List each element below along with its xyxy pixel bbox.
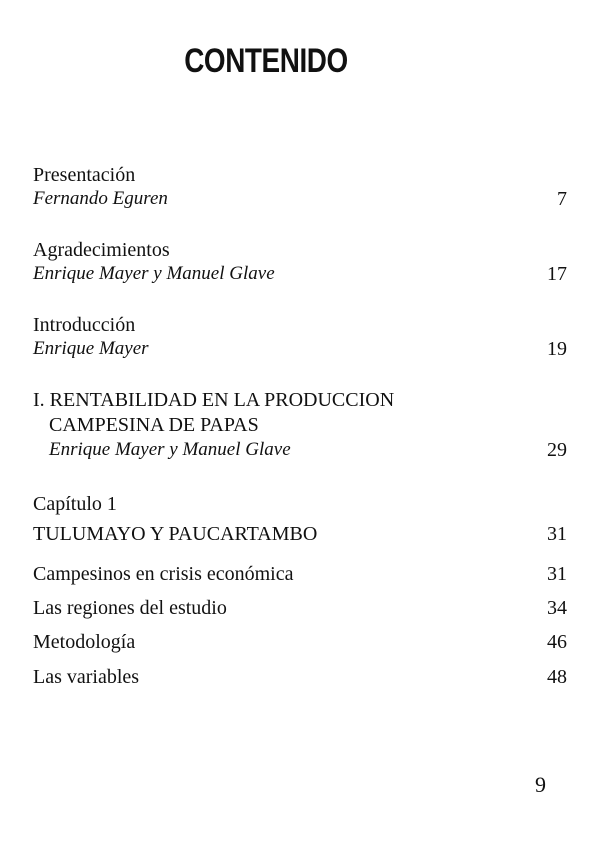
toc-entry-author: Enrique Mayer y Manuel Glave bbox=[33, 263, 275, 284]
toc-entry-page: 17 bbox=[547, 263, 567, 285]
toc-entry-title: Introducción bbox=[33, 314, 136, 336]
toc-entry-title: Las regiones del estudio bbox=[33, 597, 227, 619]
toc-entry-page: 46 bbox=[547, 631, 567, 653]
page-title: CONTENIDO bbox=[184, 42, 348, 80]
toc-entry-title: Campesinos en crisis económica bbox=[33, 563, 294, 585]
toc-entry-title-line1: Capítulo 1 bbox=[33, 493, 117, 515]
toc-entry-title: Presentación bbox=[33, 164, 136, 186]
toc-entry-page: 31 bbox=[547, 563, 567, 585]
page-number: 9 bbox=[535, 772, 546, 797]
toc-entry-title: Metodología bbox=[33, 631, 136, 653]
toc-entry-author: Fernando Eguren bbox=[33, 188, 168, 209]
toc-entry-page: 31 bbox=[547, 523, 567, 545]
toc-entry-author: Enrique Mayer y Manuel Glave bbox=[49, 439, 291, 460]
toc-entry-page: 19 bbox=[547, 338, 567, 360]
toc-entry-page: 34 bbox=[547, 597, 567, 619]
toc-entry-page: 7 bbox=[557, 188, 567, 210]
toc-entry-title: Agradecimientos bbox=[33, 239, 170, 261]
toc-entry-author: Enrique Mayer bbox=[33, 338, 149, 359]
toc-entry-title-line1: I. RENTABILIDAD EN LA PRODUCCION bbox=[33, 389, 395, 411]
toc-entry-title-line2: TULUMAYO Y PAUCARTAMBO bbox=[33, 523, 318, 545]
toc-entry-page: 29 bbox=[547, 439, 567, 461]
toc-entry-title-line2: CAMPESINA DE PAPAS bbox=[49, 414, 259, 436]
toc-entry-page: 48 bbox=[547, 666, 567, 688]
toc-entry-title: Las variables bbox=[33, 666, 140, 688]
